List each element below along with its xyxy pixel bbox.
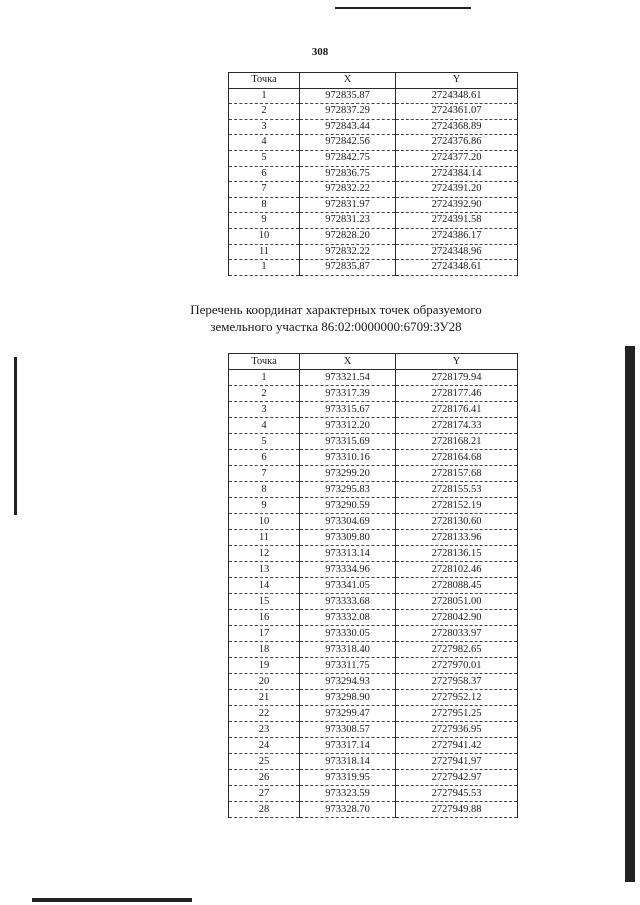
point-number-cell: 3 [229, 402, 300, 418]
y-coordinate-cell: 2724384.14 [396, 166, 518, 182]
table-row [229, 88, 518, 104]
x-coordinate-cell: 973290.59 [300, 498, 396, 514]
table-row [229, 450, 518, 466]
y-coordinate-cell: 2728152.19 [396, 498, 518, 514]
x-coordinate-cell: 973317.39 [300, 386, 396, 402]
y-coordinate-cell: 2727942.97 [396, 770, 518, 786]
point-number-cell: 16 [229, 610, 300, 626]
point-number-cell: 20 [229, 674, 300, 690]
point-number-cell: 11 [229, 244, 300, 260]
y-coordinate-cell: 2727936.95 [396, 722, 518, 738]
point-number-cell: 2 [229, 104, 300, 120]
table-row [229, 770, 518, 786]
x-coordinate-cell: 973341.05 [300, 578, 396, 594]
y-coordinate-cell: 2728136.15 [396, 546, 518, 562]
y-coordinate-cell: 2724391.58 [396, 213, 518, 229]
point-number-cell: 21 [229, 690, 300, 706]
x-coordinate-cell: 973313.14 [300, 546, 396, 562]
table-row [229, 626, 518, 642]
point-number-cell: 22 [229, 706, 300, 722]
point-number-cell: 8 [229, 197, 300, 213]
table-row [229, 802, 518, 818]
point-number-cell: 4 [229, 135, 300, 151]
table-row [229, 418, 518, 434]
y-coordinate-cell: 2724368.89 [396, 119, 518, 135]
x-coordinate-cell: 972835.87 [300, 260, 396, 276]
scan-artifact-bottom [32, 898, 192, 902]
table-row [229, 197, 518, 213]
y-coordinate-cell: 2728130.60 [396, 514, 518, 530]
table-row [229, 562, 518, 578]
y-coordinate-cell: 2724392.90 [396, 197, 518, 213]
x-coordinate-cell: 973321.54 [300, 370, 396, 386]
column-header: X [300, 354, 396, 370]
y-coordinate-cell: 2727982.65 [396, 642, 518, 658]
table-row [229, 674, 518, 690]
x-coordinate-cell: 973308.57 [300, 722, 396, 738]
point-number-cell: 24 [229, 738, 300, 754]
y-coordinate-cell: 2727970.01 [396, 658, 518, 674]
table-row [229, 658, 518, 674]
y-coordinate-cell: 2728177.46 [396, 386, 518, 402]
table-header-row [229, 354, 518, 370]
x-coordinate-cell: 972832.22 [300, 244, 396, 260]
scan-artifact-top [335, 7, 471, 9]
table-row [229, 578, 518, 594]
y-coordinate-cell: 2724391.20 [396, 182, 518, 198]
page-number: 308 [311, 46, 329, 58]
point-number-cell: 12 [229, 546, 300, 562]
table-row [229, 244, 518, 260]
y-coordinate-cell: 2724386.17 [396, 228, 518, 244]
table-row [229, 135, 518, 151]
x-coordinate-cell: 973294.93 [300, 674, 396, 690]
table-row [229, 182, 518, 198]
caption-line-2: земельного участка 86:02:0000000:6709:ЗУ28 [210, 319, 462, 334]
table-row [229, 119, 518, 135]
table-row [229, 514, 518, 530]
y-coordinate-cell: 2724376.86 [396, 135, 518, 151]
y-coordinate-cell: 2727941.42 [396, 738, 518, 754]
table-row [229, 228, 518, 244]
y-coordinate-cell: 2728164.68 [396, 450, 518, 466]
x-coordinate-cell: 973318.40 [300, 642, 396, 658]
table-row [229, 260, 518, 276]
point-number-cell: 3 [229, 119, 300, 135]
y-coordinate-cell: 2728133.96 [396, 530, 518, 546]
table-row [229, 642, 518, 658]
point-number-cell: 18 [229, 642, 300, 658]
x-coordinate-cell: 972832.22 [300, 182, 396, 198]
x-coordinate-cell: 973310.16 [300, 450, 396, 466]
y-coordinate-cell: 2724348.96 [396, 244, 518, 260]
table-header-row [229, 73, 518, 89]
point-number-cell: 14 [229, 578, 300, 594]
y-coordinate-cell: 2728088.45 [396, 578, 518, 594]
table-row [229, 610, 518, 626]
table-row [229, 150, 518, 166]
table-row [229, 482, 518, 498]
y-coordinate-cell: 2728157.68 [396, 466, 518, 482]
table-row [229, 546, 518, 562]
table-row [229, 754, 518, 770]
x-coordinate-cell: 973319.95 [300, 770, 396, 786]
point-number-cell: 11 [229, 530, 300, 546]
y-coordinate-cell: 2727958.37 [396, 674, 518, 690]
table-row [229, 434, 518, 450]
table-row [229, 738, 518, 754]
point-number-cell: 27 [229, 786, 300, 802]
x-coordinate-cell: 973295.83 [300, 482, 396, 498]
y-coordinate-cell: 2727941.97 [396, 754, 518, 770]
x-coordinate-cell: 973311.75 [300, 658, 396, 674]
y-coordinate-cell: 2727952.12 [396, 690, 518, 706]
point-number-cell: 15 [229, 594, 300, 610]
caption-line-1: Перечень координат характерных точек образуемого [190, 302, 482, 317]
y-coordinate-cell: 2728102.46 [396, 562, 518, 578]
x-coordinate-cell: 973299.20 [300, 466, 396, 482]
point-number-cell: 6 [229, 166, 300, 182]
table-row [229, 166, 518, 182]
point-number-cell: 10 [229, 514, 300, 530]
table-row [229, 213, 518, 229]
table-row [229, 690, 518, 706]
x-coordinate-cell: 973328.70 [300, 802, 396, 818]
point-number-cell: 4 [229, 418, 300, 434]
x-coordinate-cell: 973317.14 [300, 738, 396, 754]
point-number-cell: 9 [229, 213, 300, 229]
column-header: Точка [229, 73, 300, 89]
point-number-cell: 28 [229, 802, 300, 818]
scan-artifact-left [14, 357, 17, 515]
table-row [229, 386, 518, 402]
x-coordinate-cell: 973304.69 [300, 514, 396, 530]
point-number-cell: 10 [229, 228, 300, 244]
point-number-cell: 5 [229, 150, 300, 166]
x-coordinate-cell: 973312.20 [300, 418, 396, 434]
table-row [229, 370, 518, 386]
x-coordinate-cell: 972835.87 [300, 88, 396, 104]
x-coordinate-cell: 972837.29 [300, 104, 396, 120]
table-row [229, 706, 518, 722]
table-row [229, 722, 518, 738]
point-number-cell: 7 [229, 466, 300, 482]
x-coordinate-cell: 973323.59 [300, 786, 396, 802]
x-coordinate-cell: 972842.56 [300, 135, 396, 151]
y-coordinate-cell: 2727951.25 [396, 706, 518, 722]
table-row [229, 402, 518, 418]
x-coordinate-cell: 972842.75 [300, 150, 396, 166]
point-number-cell: 1 [229, 88, 300, 104]
x-coordinate-cell: 973315.67 [300, 402, 396, 418]
table-row [229, 104, 518, 120]
y-coordinate-cell: 2728179.94 [396, 370, 518, 386]
x-coordinate-cell: 973333.68 [300, 594, 396, 610]
x-coordinate-cell: 972836.75 [300, 166, 396, 182]
y-coordinate-cell: 2724348.61 [396, 88, 518, 104]
table-row [229, 466, 518, 482]
x-coordinate-cell: 972843.44 [300, 119, 396, 135]
point-number-cell: 19 [229, 658, 300, 674]
table-row [229, 786, 518, 802]
coordinates-table-2 [228, 353, 518, 818]
x-coordinate-cell: 972831.23 [300, 213, 396, 229]
x-coordinate-cell: 973332.08 [300, 610, 396, 626]
point-number-cell: 9 [229, 498, 300, 514]
x-coordinate-cell: 972831.97 [300, 197, 396, 213]
y-coordinate-cell: 2727949.88 [396, 802, 518, 818]
point-number-cell: 2 [229, 386, 300, 402]
column-header: Y [396, 73, 518, 89]
y-coordinate-cell: 2728174.33 [396, 418, 518, 434]
y-coordinate-cell: 2728168.21 [396, 434, 518, 450]
point-number-cell: 8 [229, 482, 300, 498]
column-header: Точка [229, 354, 300, 370]
point-number-cell: 23 [229, 722, 300, 738]
y-coordinate-cell: 2728051.00 [396, 594, 518, 610]
point-number-cell: 17 [229, 626, 300, 642]
y-coordinate-cell: 2728033.97 [396, 626, 518, 642]
point-number-cell: 25 [229, 754, 300, 770]
table-row [229, 530, 518, 546]
x-coordinate-cell: 972828.20 [300, 228, 396, 244]
column-header: Y [396, 354, 518, 370]
point-number-cell: 13 [229, 562, 300, 578]
point-number-cell: 1 [229, 260, 300, 276]
x-coordinate-cell: 973334.96 [300, 562, 396, 578]
coordinates-table-1 [228, 72, 518, 276]
y-coordinate-cell: 2728155.53 [396, 482, 518, 498]
x-coordinate-cell: 973318.14 [300, 754, 396, 770]
table-row [229, 594, 518, 610]
y-coordinate-cell: 2728042.90 [396, 610, 518, 626]
y-coordinate-cell: 2724361.07 [396, 104, 518, 120]
y-coordinate-cell: 2728176.41 [396, 402, 518, 418]
y-coordinate-cell: 2724377.20 [396, 150, 518, 166]
scan-artifact-right [625, 346, 635, 882]
point-number-cell: 5 [229, 434, 300, 450]
x-coordinate-cell: 973315.69 [300, 434, 396, 450]
x-coordinate-cell: 973299.47 [300, 706, 396, 722]
table-row [229, 498, 518, 514]
point-number-cell: 7 [229, 182, 300, 198]
y-coordinate-cell: 2727945.53 [396, 786, 518, 802]
point-number-cell: 1 [229, 370, 300, 386]
column-header: X [300, 73, 396, 89]
table-caption [0, 301, 640, 335]
x-coordinate-cell: 973330.05 [300, 626, 396, 642]
point-number-cell: 6 [229, 450, 300, 466]
x-coordinate-cell: 973298.90 [300, 690, 396, 706]
x-coordinate-cell: 973309.80 [300, 530, 396, 546]
point-number-cell: 26 [229, 770, 300, 786]
y-coordinate-cell: 2724348.61 [396, 260, 518, 276]
